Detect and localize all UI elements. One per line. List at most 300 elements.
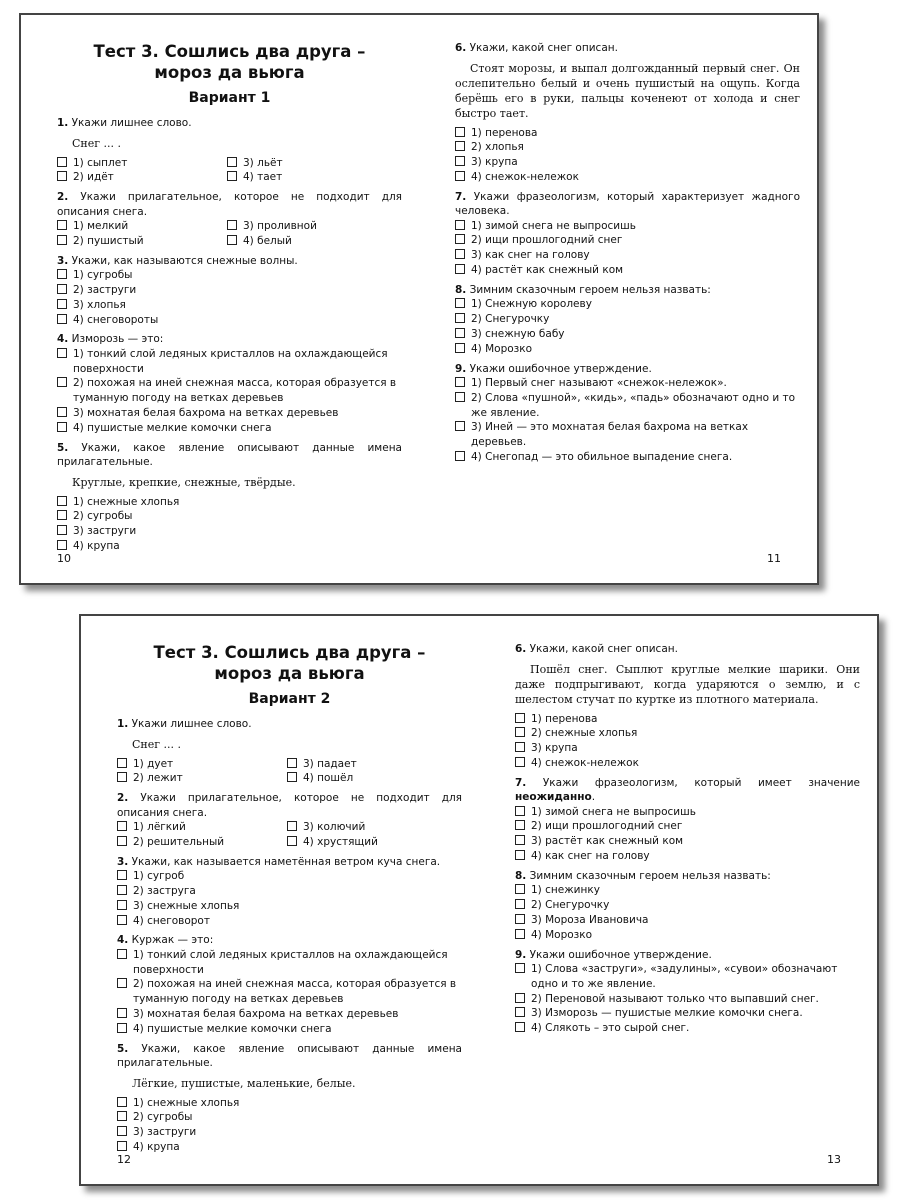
question-prompt: Зимним сказочным героем нельзя назвать: [469,283,711,296]
answer-option[interactable] [515,1006,860,1021]
checkbox-icon[interactable] [515,820,525,830]
answer-option[interactable] [515,1021,860,1036]
checkbox-icon[interactable] [515,993,525,1003]
question-number: 9. [455,362,467,375]
answer-option[interactable] [117,899,462,914]
checkbox-icon[interactable] [515,727,525,737]
checkbox-icon[interactable] [455,313,465,323]
answer-option[interactable] [57,283,402,298]
answer-option[interactable] [57,509,402,524]
checkbox-icon[interactable] [515,914,525,924]
question-prompt: Куржак — это: [131,934,214,947]
question [515,869,860,943]
answer-option[interactable] [287,757,457,772]
answer-option[interactable] [117,884,462,899]
answer-option-label: 4) снежок-нележок [531,756,639,769]
question-number: 1. [57,117,69,129]
answer-option-label: 4) белый [243,234,292,247]
left-page [117,642,462,1160]
answer-option[interactable] [287,835,457,850]
checkbox-icon[interactable] [227,220,237,230]
answer-option-label: 1) сыплет [73,156,128,169]
answer-option-label: 3) хлопья [73,298,126,311]
question [455,41,800,185]
checkbox-icon[interactable] [117,978,127,988]
answer-option-label: 3) как снег на голову [471,249,590,262]
answer-option-label: 3) колючий [303,821,366,834]
checkbox-icon[interactable] [57,510,67,520]
answer-option[interactable] [455,342,800,357]
checkbox-icon[interactable] [515,713,525,723]
question-text [515,642,860,657]
question-prompt: Укажи фразеологизм, который имеет значение [542,776,861,789]
answer-option-label: 1) дует [133,757,174,770]
checkbox-icon[interactable] [57,157,67,167]
answer-option-label: 2) лежит [133,772,183,785]
answer-option[interactable] [57,495,402,510]
answer-option-label: 4) пошёл [303,772,354,785]
checkbox-icon[interactable] [117,1141,127,1151]
question-text [57,254,402,269]
page-number: 13 [827,1153,841,1166]
checkbox-icon[interactable] [57,422,67,432]
checkbox-icon[interactable] [515,850,525,860]
checkbox-icon[interactable] [287,772,297,782]
answer-option[interactable] [515,712,860,727]
answer-option[interactable] [455,219,800,234]
answer-option-label: 4) Морозко [471,342,533,355]
checkbox-icon[interactable] [57,284,67,294]
question-number: 8. [515,869,527,882]
answer-option[interactable] [117,1140,462,1155]
checkbox-icon[interactable] [57,269,67,279]
answer-option[interactable] [455,297,800,312]
question-number: 2. [57,191,69,204]
answer-option-label: 1) мелкий [73,220,129,233]
answer-option[interactable] [455,263,800,278]
answer-option[interactable] [455,140,800,155]
question [57,254,402,328]
answer-option-label: 2) Снегурочку [531,899,610,912]
answer-options [515,805,860,864]
question-list [515,642,860,1036]
answer-option[interactable] [515,805,860,820]
answer-option-label: 1) лёгкий [133,821,186,834]
answer-option[interactable] [57,406,402,421]
answer-option[interactable] [117,1096,462,1111]
answer-option[interactable] [227,170,397,185]
checkbox-icon[interactable] [117,758,127,768]
question [117,855,462,929]
question-number: 4. [117,934,129,947]
question-list [57,116,402,554]
question [117,933,462,1036]
checkbox-icon[interactable] [57,377,67,387]
answer-option-label: 3) проливной [243,220,317,233]
answer-option[interactable] [287,771,457,786]
answer-option[interactable] [57,219,227,234]
answer-option[interactable] [455,126,800,141]
answer-option-label: 3) заструги [73,525,137,538]
answer-option-label: 2) Переновой называют только что выпавший снег. [531,992,819,1005]
answer-option[interactable] [287,820,457,835]
answer-option[interactable] [515,992,860,1007]
question-text [57,116,402,131]
checkbox-icon[interactable] [455,127,465,137]
question-text [455,190,800,219]
checkbox-icon[interactable] [117,1111,127,1121]
question [515,642,860,771]
answer-option-label: 2) хлопья [471,141,524,154]
answer-option[interactable] [117,914,462,929]
page-number: 11 [767,552,781,565]
answer-option[interactable] [455,376,800,391]
test-title [117,642,462,684]
answer-option[interactable] [515,928,860,943]
answer-option-label: 3) Изморозь — пушистые мелкие комочки снега. [531,1007,803,1020]
checkbox-icon[interactable] [455,298,465,308]
checkbox-icon[interactable] [455,220,465,230]
answer-option-label: 4) растёт как снежный ком [471,264,624,277]
answer-options [455,126,800,185]
question-text [57,190,402,219]
answer-option[interactable] [57,298,402,313]
answer-option[interactable] [515,913,860,928]
page-number: 10 [57,552,71,565]
answer-option-label: 3) Мороза Ивановича [531,913,649,926]
question-text [515,948,860,963]
question-prompt: Укажи прилагательное, которое не подходит для описания снега. [57,191,402,218]
answer-option-label: 3) снежные хлопья [133,899,240,912]
question-text [515,869,860,884]
checkbox-icon[interactable] [117,885,127,895]
checkbox-icon[interactable] [455,377,465,387]
question-number: 2. [117,792,129,805]
answer-option-label: 2) решительный [133,835,225,848]
variant-heading: Вариант 1 [188,90,271,106]
checkbox-icon[interactable] [515,757,525,767]
answer-options [117,757,462,787]
answer-option-label: 2) сугробы [133,1111,193,1124]
question-text [117,1042,462,1071]
answer-option-label: 3) мохнатая белая бахрома на ветках деревьев [133,1008,399,1021]
checkbox-icon[interactable] [515,1007,525,1017]
checkbox-icon[interactable] [455,234,465,244]
checkbox-icon[interactable] [515,929,525,939]
question-prompt: Укажи лишнее слово. [131,718,252,730]
answer-options [455,297,800,356]
checkbox-icon[interactable] [57,235,67,245]
checkbox-icon[interactable] [515,835,525,845]
question [117,717,462,786]
answer-options [515,712,860,771]
question-text [117,717,462,732]
question-number: 6. [515,643,527,655]
question-number: 5. [57,441,69,454]
checkbox-icon[interactable] [455,156,465,166]
checkbox-icon[interactable] [455,343,465,353]
question-prompt: Укажи лишнее слово. [71,117,192,129]
answer-option[interactable] [117,820,287,835]
question [57,190,402,249]
question-number: 3. [117,855,129,868]
question [515,776,860,864]
question-text [117,933,462,948]
answer-options [515,962,860,1036]
answer-option-label: 1) тонкий слой ледяных кристаллов на охлаждающейся поверхности [73,347,388,375]
answer-options [57,268,402,327]
answer-option-label: 3) крупа [471,156,518,169]
answer-option[interactable] [455,391,800,421]
answer-option[interactable] [455,450,800,465]
question-prompt: Укажи, какое явление описывают данные имена прилагательные. [57,441,402,469]
answer-option[interactable] [515,819,860,834]
checkbox-icon[interactable] [57,540,67,550]
checkbox-icon[interactable] [57,314,67,324]
checkbox-icon[interactable] [455,392,465,402]
checkbox-icon[interactable] [455,451,465,461]
answer-option[interactable] [57,539,402,554]
answer-option[interactable] [515,962,860,992]
checkbox-icon[interactable] [117,1126,127,1136]
answer-option[interactable] [117,948,462,978]
answer-option-label: 4) Снегопад — это обильное выпадение снега. [471,451,733,464]
checkbox-icon[interactable] [455,141,465,151]
question-text [117,791,462,820]
answer-option-label: 1) Слова «заструги», «задулины», «сувои» обозначают одно и то же явление. [531,963,838,990]
answer-option[interactable] [57,156,227,171]
answer-option[interactable] [455,312,800,327]
checkbox-icon[interactable] [227,157,237,167]
answer-option[interactable] [455,155,800,170]
checkbox-icon[interactable] [455,264,465,274]
answer-option[interactable] [117,1125,462,1140]
answer-option[interactable] [455,248,800,263]
answer-option[interactable] [227,234,397,249]
answer-option-label: 4) как снег на голову [531,850,650,863]
answer-option[interactable] [57,524,402,539]
checkbox-icon[interactable] [117,870,127,880]
answer-options [57,495,402,554]
checkbox-icon[interactable] [287,836,297,846]
answer-option[interactable] [227,156,397,171]
question [117,791,462,850]
answer-option[interactable] [455,327,800,342]
answer-option[interactable] [57,421,402,436]
answer-option[interactable] [117,771,287,786]
answer-option-label: 2) похожая на иней снежная масса, которая образуется в туманную погоду на ветках деревьев [133,978,457,1006]
question-citation: Пошёл снег. Сыплют круглые мелкие шарики. Они даже подпрыгивают, когда ударяются о землю, и с шелестом стучат по куртке из плотного материала. [515,662,860,706]
checkbox-icon[interactable] [117,836,127,846]
checkbox-icon[interactable] [117,1023,127,1033]
answer-options [57,156,402,186]
question-number: 3. [57,254,69,267]
answer-options [57,219,402,249]
answer-option-label: 4) крупа [133,1141,180,1154]
question-text [57,332,402,347]
answer-option-label: 3) падает [303,757,357,770]
answer-option-label: 1) снежные хлопья [73,495,180,508]
checkbox-icon[interactable] [57,407,67,417]
answer-option-label: 2) похожая на иней снежная масса, которая образуется в туманную погоду на ветках деревьев [73,377,397,405]
answer-option-label: 1) снежинку [531,884,600,897]
answer-option-label: 2) идёт [73,171,114,184]
checkbox-icon[interactable] [57,220,67,230]
answer-option-label: 4) Морозко [531,928,593,941]
answer-option[interactable] [57,376,402,406]
answer-options [117,1096,462,1155]
question-number: 9. [515,948,527,961]
checkbox-icon[interactable] [455,249,465,259]
checkbox-icon[interactable] [117,900,127,910]
right-page [455,41,800,470]
answer-option-label: 1) Снежную королеву [471,298,592,311]
answer-options [455,219,800,278]
question [117,1042,462,1155]
question-prompt: Укажи, как называются снежные волны. [71,254,298,267]
question-citation: Круглые, крепкие, снежные, твёрдые. [72,475,296,489]
answer-option-label: 4) хрустящий [303,835,378,848]
answer-option-label: 1) сугробы [73,269,133,282]
answer-option-label: 1) снежные хлопья [133,1096,240,1109]
answer-option-label: 2) заструги [73,283,137,296]
question-number: 7. [515,776,527,789]
question-prompt: Укажи, какое явление описывают данные имена прилагательные. [117,1042,462,1070]
answer-option[interactable] [57,170,227,185]
checkbox-icon[interactable] [117,821,127,831]
question-text [117,855,462,870]
question [455,190,800,278]
checkbox-icon[interactable] [455,421,465,431]
answer-option[interactable] [455,233,800,248]
question-punctuation: . [591,791,596,804]
answer-option[interactable] [117,1007,462,1022]
answer-option-label: 2) Снегурочку [471,313,550,326]
answer-option[interactable] [515,883,860,898]
answer-options [57,347,402,436]
question-citation: Снег ... . [72,136,122,150]
checkbox-icon[interactable] [57,525,67,535]
answer-options [515,883,860,942]
book-spread-variant-1 [19,13,819,585]
question-prompt: Укажи ошибочное утверждение. [469,362,652,375]
question-citation: Лёгкие, пушистые, маленькие, белые. [132,1076,356,1090]
answer-option[interactable] [515,726,860,741]
question-number: 4. [57,333,69,346]
checkbox-icon[interactable] [515,899,525,909]
answer-option[interactable] [117,1110,462,1125]
answer-option[interactable] [117,1022,462,1037]
question-citation: Снег ... . [132,737,182,751]
checkbox-icon[interactable] [227,171,237,181]
answer-option[interactable] [57,234,227,249]
answer-option[interactable] [455,420,800,450]
checkbox-icon[interactable] [455,171,465,181]
question [455,362,800,465]
checkbox-icon[interactable] [117,949,127,959]
checkbox-icon[interactable] [515,963,525,973]
answer-option-label: 3) снежную бабу [471,327,565,340]
checkbox-icon[interactable] [57,496,67,506]
answer-option-label: 1) Первый снег называют «снежок-нележок». [471,377,727,390]
question [57,332,402,435]
answer-option-label: 2) снежные хлопья [531,727,638,740]
answer-option-label: 4) пушистые мелкие комочки снега [73,421,272,434]
question-text [455,41,800,56]
answer-option[interactable] [515,898,860,913]
checkbox-icon[interactable] [117,1008,127,1018]
answer-option-label: 2) заструга [133,884,196,897]
answer-option[interactable] [515,756,860,771]
title-line: Тест 3. Сошлись два друга – [93,42,366,61]
checkbox-icon[interactable] [455,328,465,338]
answer-option-label: 3) мохнатая белая бахрома на ветках деревьев [73,407,339,420]
checkbox-icon[interactable] [117,1097,127,1107]
question-number: 7. [455,190,467,203]
answer-option[interactable] [57,347,402,377]
answer-option[interactable] [117,757,287,772]
question-prompt: Укажи, как называется наметённая ветром куча снега. [131,855,441,868]
question [455,283,800,357]
answer-options [455,376,800,465]
answer-option-label: 1) зимой снега не выпросишь [531,805,696,818]
answer-option[interactable] [57,313,402,328]
answer-option-label: 1) тонкий слой ледяных кристаллов на охлаждающейся поверхности [133,948,448,976]
question [57,441,402,554]
answer-option-label: 3) заструги [133,1126,197,1139]
checkbox-icon[interactable] [515,884,525,894]
answer-options [117,948,462,1037]
answer-option-label: 1) зимой снега не выпросишь [471,219,636,232]
answer-option-label: 4) крупа [73,540,120,553]
answer-option-label: 2) пушистый [73,234,144,247]
answer-option-label: 4) снеговороты [73,313,159,326]
question-text [57,441,402,470]
answer-option[interactable] [117,869,462,884]
question-prompt: Укажи прилагательное, которое не подходит для описания снега. [117,792,462,819]
checkbox-icon[interactable] [287,758,297,768]
answer-option[interactable] [515,834,860,849]
question-text [455,362,800,377]
answer-option[interactable] [227,219,397,234]
checkbox-icon[interactable] [287,821,297,831]
answer-option[interactable] [57,268,402,283]
checkbox-icon[interactable] [515,806,525,816]
question-text [515,776,860,805]
checkbox-icon[interactable] [57,348,67,358]
answer-option[interactable] [455,170,800,185]
checkbox-icon[interactable] [515,742,525,752]
checkbox-icon[interactable] [57,299,67,309]
answer-option[interactable] [117,977,462,1007]
answer-option[interactable] [117,835,287,850]
question-list [455,41,800,465]
checkbox-icon[interactable] [57,171,67,181]
checkbox-icon[interactable] [117,772,127,782]
answer-option-label: 3) растёт как снежный ком [531,835,684,848]
answer-option-label: 4) снежок-нележок [471,170,579,183]
checkbox-icon[interactable] [515,1022,525,1032]
answer-option-label: 3) Иней — это мохнатая белая бахрома на ветках деревьев. [471,421,749,449]
checkbox-icon[interactable] [117,915,127,925]
question-citation: Стоят морозы, и выпал долгожданный первый снег. Он ослепительно белый и очень пушистый на ощупь. Когда берёшь его в руки, пальцы коченеют от холода и снег быстро тает. [455,61,800,120]
question-emphasis: неожиданно [515,791,592,804]
answer-option[interactable] [515,849,860,864]
question-prompt: Укажи фразеологизм, который характеризует жадного человека. [455,190,800,218]
answer-option[interactable] [515,741,860,756]
page-number: 12 [117,1153,131,1166]
checkbox-icon[interactable] [227,235,237,245]
